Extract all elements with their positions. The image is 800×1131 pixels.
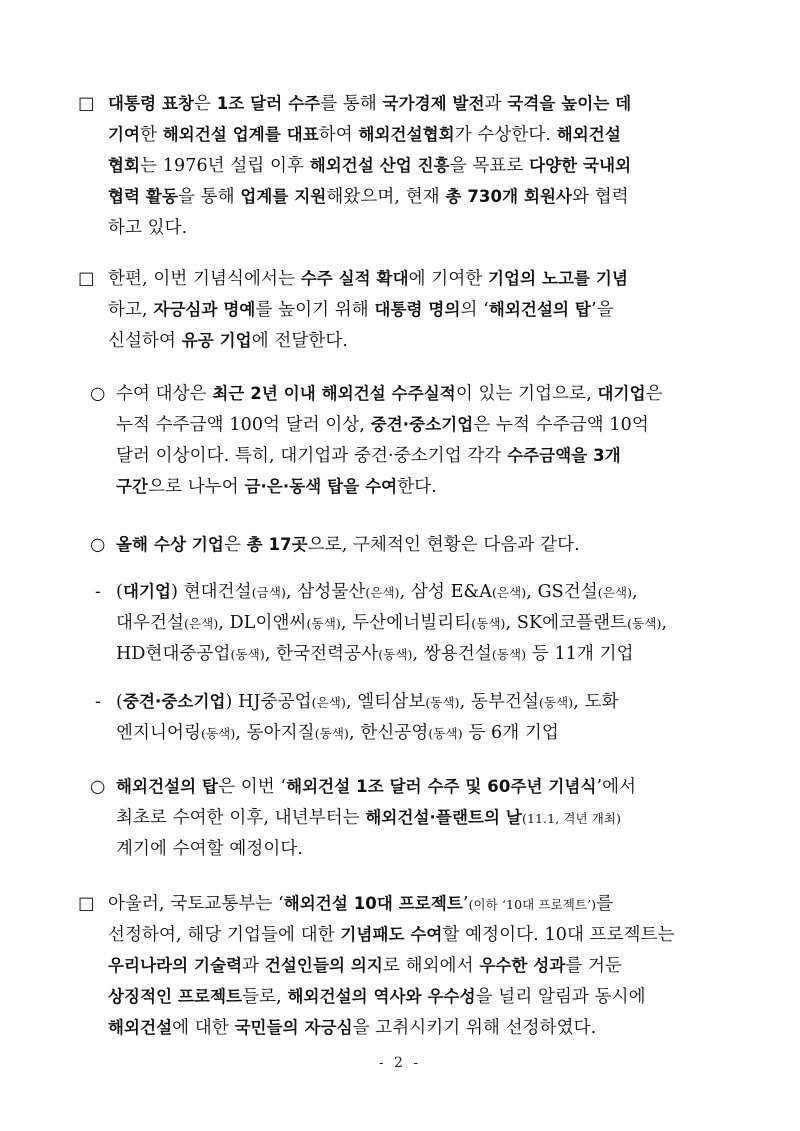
body-text: 해왔으며, 현재 — [326, 187, 446, 207]
text-line — [116, 806, 621, 831]
bold-text: 상징적인 프로젝트 — [108, 987, 243, 1006]
text-line — [116, 413, 649, 437]
body-text: 아울러, 국토교통부는 ‘ — [108, 894, 284, 914]
body-text: 등 6개 기업 — [462, 723, 559, 743]
body-text: 하고 있다. — [108, 218, 188, 238]
text-line — [108, 985, 646, 1009]
body-text: 가 수상한다. — [454, 125, 557, 145]
bold-text: 총 17곳 — [246, 535, 308, 554]
bold-text: 기념패도 수여 — [340, 925, 443, 944]
small-note-text: (동색) — [314, 726, 350, 741]
bold-text: 협력 활동 — [108, 187, 179, 206]
text-line — [116, 721, 559, 746]
text-line — [108, 954, 622, 978]
body-text: 은 이번 ‘ — [218, 777, 287, 797]
small-note-text: (11.1, 격년 개최) — [521, 811, 622, 826]
bullet-marker: ○ — [90, 384, 106, 404]
body-text: 를 거둔 — [565, 956, 623, 976]
bold-text: 해외건설 10대 프로젝트 — [283, 894, 463, 913]
bold-text: 국격을 높이는 데 — [507, 94, 632, 113]
body-text: , 동아지질 — [235, 723, 315, 743]
small-note-text: (동색) — [425, 695, 460, 710]
body-text: 를 높이기 위해 — [255, 300, 375, 320]
body-text: , 한국전력공사 — [264, 644, 379, 664]
bold-text: 올해 수상 기업 — [116, 535, 224, 554]
bold-text: 해외건설 산업 진흥 — [309, 156, 450, 175]
bold-text: 해외건설의 탑 — [116, 777, 219, 796]
bold-text: 대기업 — [597, 384, 646, 403]
bold-text: 총 730개 회원사 — [445, 187, 573, 206]
bold-text: 최근 2년 이내 해외건설 수주실적 — [212, 384, 456, 403]
body-text: ’을 — [590, 300, 614, 320]
body-text: 를 — [596, 894, 614, 914]
text-line — [108, 923, 675, 947]
text-line — [116, 475, 437, 499]
bullet-marker: - — [95, 582, 102, 602]
small-note-text: (동색) — [491, 647, 527, 662]
bullet-marker: □ — [78, 894, 95, 914]
text-line — [116, 642, 634, 667]
small-note-text: (은색) — [184, 616, 219, 631]
body-text: 누적 수주금액 100억 달러 이상, — [116, 415, 371, 435]
bold-text: 대통령 명의 — [374, 300, 461, 319]
body-text: , 한신공영 — [349, 723, 429, 743]
text-line — [116, 690, 619, 715]
bold-text: 자긍심과 명예 — [153, 300, 256, 319]
text-line — [108, 267, 628, 291]
bold-text: 중견·중소기업 — [122, 692, 226, 711]
small-note-text: (금색) — [251, 585, 286, 600]
body-text: 한 — [140, 125, 163, 145]
body-text: 을 목표로 — [449, 156, 530, 176]
bullet-marker: ○ — [90, 535, 106, 555]
bold-text: 대기업 — [122, 582, 172, 601]
body-text: 와 협력 — [572, 187, 629, 207]
bold-text: 해외건설 — [108, 1018, 173, 1037]
bold-text: 유공 기업 — [181, 331, 252, 350]
small-note-text: (은색) — [311, 695, 346, 710]
body-text: 한편, 이번 기념식에서는 — [108, 269, 301, 289]
text-line — [108, 329, 348, 353]
body-text: ( — [116, 582, 123, 602]
bold-text: 업계를 지원 — [240, 187, 327, 206]
body-text: , 쌍용건설 — [412, 644, 492, 664]
bold-text: 중견·중소기업 — [370, 415, 474, 434]
small-note-text: (은색) — [365, 585, 400, 600]
body-text: , DL이앤씨 — [218, 613, 307, 633]
bold-text: 1조 달러 수주 — [216, 94, 321, 113]
bold-text: 우수한 성과 — [479, 956, 566, 975]
text-line — [108, 92, 631, 116]
body-text: 은 — [645, 384, 663, 404]
text-line — [116, 580, 638, 605]
bold-text: 수주금액을 3개 — [507, 446, 621, 465]
body-text: 최초로 수여한 이후, 내년부터는 — [116, 808, 366, 828]
body-text: 선정하여, 해당 기업들에 대한 — [108, 925, 341, 945]
small-note-text: (동색) — [538, 695, 574, 710]
text-line — [116, 382, 663, 406]
body-text: 의 ‘ — [460, 300, 489, 320]
body-text: 에 대한 — [172, 1018, 235, 1038]
bold-text: 국민들의 자긍심 — [234, 1018, 353, 1037]
bold-text: 해외건설 업계를 대표 — [162, 125, 319, 144]
body-text: 할 예정이다. 10대 프로젝트는 — [442, 925, 675, 945]
body-text: 이 있는 기업으로, — [455, 384, 598, 404]
small-note-text: (동색) — [306, 616, 341, 631]
text-line — [108, 298, 614, 322]
body-text: 하고, — [108, 300, 154, 320]
body-text: 에 전달한다. — [251, 331, 349, 351]
body-text: 등 11개 기업 — [526, 644, 634, 664]
bold-text: 구간 — [116, 477, 149, 496]
bullet-marker: - — [95, 692, 102, 712]
body-text: 은 누적 수주금액 10억 — [473, 415, 649, 435]
body-text: , GS건설 — [526, 582, 598, 602]
bold-text: 해외건설 — [556, 125, 621, 144]
text-line — [108, 1016, 596, 1040]
body-text: HD현대중공업 — [116, 644, 231, 664]
bold-text: 기여 — [108, 125, 141, 144]
body-text: , 삼성물산 — [286, 582, 366, 602]
bold-text: 해외건설·플랜트의 날 — [365, 808, 522, 827]
body-text: , 도화 — [573, 692, 619, 712]
bold-text: 다양한 국내외 — [529, 156, 632, 175]
bullet-marker: □ — [78, 94, 95, 114]
small-note-text: (동색) — [471, 616, 506, 631]
body-text: ( — [116, 692, 123, 712]
body-text: 하여 — [318, 125, 359, 145]
body-text: ’ — [462, 894, 469, 914]
body-text: , SK에코플랜트 — [505, 613, 628, 633]
text-line — [116, 837, 303, 861]
body-text: ) HJ중공업 — [225, 692, 312, 712]
bold-text: 해외건설협회 — [358, 125, 455, 144]
body-text: , — [661, 613, 668, 633]
small-note-text: (동색) — [201, 726, 236, 741]
body-text: 계기에 수여할 예정이다. — [116, 839, 304, 859]
body-text: , 삼성 E&A — [399, 582, 492, 602]
text-line — [108, 892, 613, 917]
body-text: ) 현대건설 — [171, 582, 252, 602]
body-text: 을 널리 알림과 동시에 — [475, 987, 646, 1007]
body-text: , 두산에너빌리티 — [340, 613, 472, 633]
small-note-text: (이하 ‘10대 프로젝트’) — [468, 897, 597, 912]
bold-text: 수주 실적 확대 — [300, 269, 409, 288]
body-text: 로 해외에서 — [382, 956, 480, 976]
body-text: 은 — [194, 94, 217, 114]
body-text: 에 기여한 — [408, 269, 488, 289]
bold-text: 해외건설의 탑 — [488, 300, 591, 319]
bold-text: 협회 — [108, 156, 141, 175]
text-line — [116, 533, 580, 557]
body-text: 들로, — [242, 987, 288, 1007]
body-text: 대우건설 — [116, 613, 185, 633]
body-text: ’에서 — [596, 777, 637, 797]
small-note-text: (은색) — [491, 585, 527, 600]
text-line — [116, 775, 636, 799]
small-note-text: (동색) — [230, 647, 265, 662]
body-text: 으로, 구체적인 현황은 다음과 같다. — [307, 535, 580, 555]
page-number: - 2 - — [378, 1055, 422, 1071]
small-note-text: (동색) — [428, 726, 463, 741]
text-line — [108, 154, 631, 178]
body-text: 달러 이상이다. 특히, 대기업과 중견·중소기업 각각 — [116, 446, 508, 466]
body-text: 으로 나누어 — [148, 477, 245, 497]
bullet-marker: ○ — [90, 777, 106, 797]
body-text: 는 1976년 설립 이후 — [140, 156, 310, 176]
body-text: 은 — [223, 535, 247, 555]
text-line — [116, 611, 667, 636]
text-line — [108, 216, 187, 240]
body-text: 신설하여 — [108, 331, 182, 351]
body-text: , 동부건설 — [459, 692, 539, 712]
bold-text: 해외건설의 역사와 우수성 — [287, 987, 476, 1006]
small-note-text: (동색) — [378, 647, 413, 662]
bold-text: 건설인들의 의지 — [264, 956, 383, 975]
body-text: , 엘티삼보 — [345, 692, 426, 712]
bullet-marker: □ — [78, 269, 95, 289]
body-text: 수여 대상은 — [116, 384, 213, 404]
body-text: 을 고취시키기 위해 선정하였다. — [352, 1018, 597, 1038]
bold-text: 우리나라의 기술력 — [108, 956, 243, 975]
text-line — [116, 444, 621, 468]
body-text: 과 — [484, 94, 508, 114]
text-line — [108, 185, 629, 209]
body-text: , — [632, 582, 638, 602]
bold-text: 국가경제 발전 — [382, 94, 485, 113]
body-text: 엔지니어링 — [116, 723, 202, 743]
bold-text: 대통령 표창 — [108, 94, 195, 113]
body-text: 과 — [242, 956, 265, 976]
text-line — [108, 123, 621, 147]
small-note-text: (동색) — [627, 616, 662, 631]
small-note-text: (은색) — [597, 585, 633, 600]
body-text: 를 통해 — [320, 94, 383, 114]
bold-text: 기업의 노고를 기념 — [488, 269, 629, 288]
bold-text: 해외건설 1조 달러 수주 및 60주년 기념식 — [286, 777, 597, 796]
body-text: 한다. — [397, 477, 437, 497]
bold-text: 금·은·동색 탑을 수여 — [244, 477, 398, 496]
body-text: 을 통해 — [178, 187, 241, 207]
